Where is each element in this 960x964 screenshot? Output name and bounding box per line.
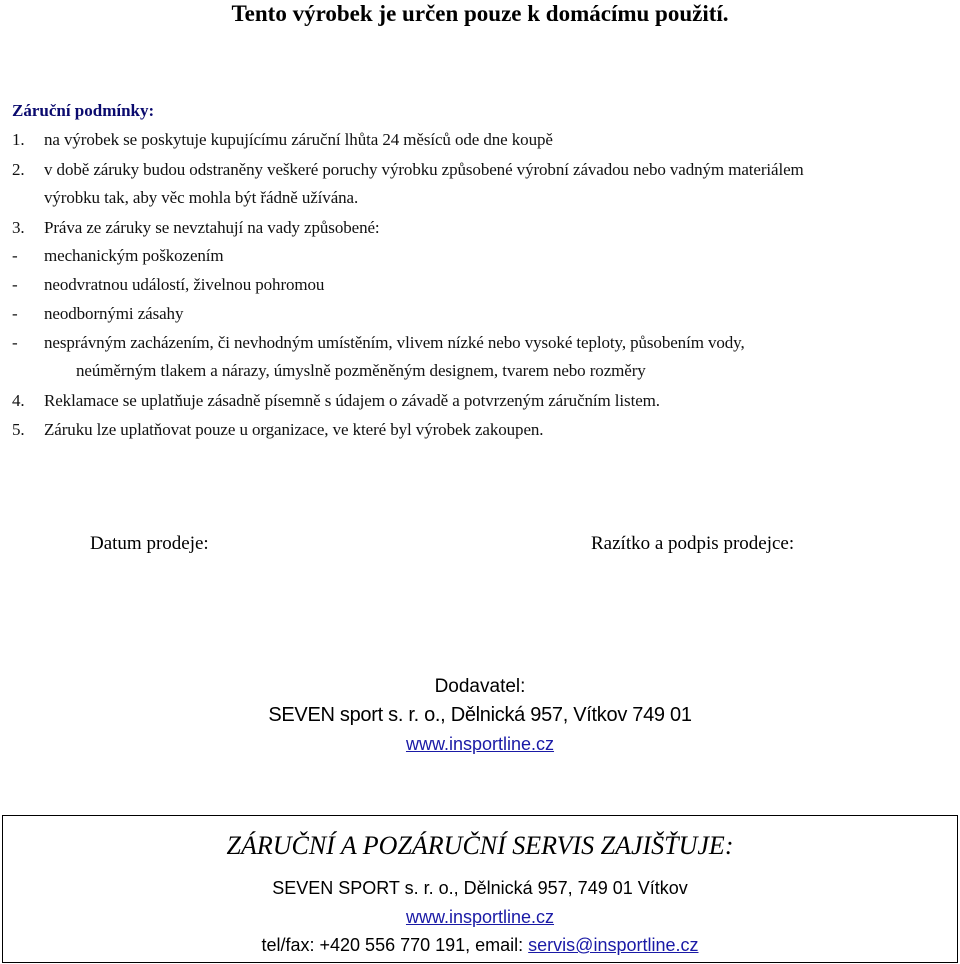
service-contact xyxy=(0,935,960,956)
dash-bullet: - xyxy=(12,275,18,294)
seller-stamp-label: Razítko a podpis prodejce: xyxy=(591,533,795,554)
exclusion-item xyxy=(12,304,183,324)
condition-item-4 xyxy=(12,391,660,411)
exclusion-item-continuation: neúměrným tlakem a nárazy, úmyslně pozměněným designem, tvarem nebo rozměry xyxy=(76,361,646,380)
exclusion-text: mechanickým poškozením xyxy=(44,246,224,265)
service-email-link[interactable]: servis@insportline.cz xyxy=(528,935,699,955)
dash-bullet: - xyxy=(12,304,18,323)
item-number: 4. xyxy=(12,391,25,410)
exclusion-text: neodbornými zásahy xyxy=(44,304,184,323)
conditions-title: Záruční podmínky: xyxy=(12,101,155,120)
supplier-website-row xyxy=(0,734,960,755)
dash-bullet: - xyxy=(12,333,18,352)
item-text: v době záruky budou odstraněny veškeré poruchy výrobku způsobené výrobní závadou nebo vadným materiálem xyxy=(44,160,804,179)
service-title: ZÁRUČNÍ A POZÁRUČNÍ SERVIS ZAJIŠŤUJE: xyxy=(226,831,734,860)
condition-item-5 xyxy=(12,420,543,440)
date-of-sale-label: Datum prodeje: xyxy=(90,533,209,554)
condition-item-1 xyxy=(12,130,553,150)
item-text: Práva ze záruky se nevztahují na vady způsobené: xyxy=(44,218,380,237)
supplier-website-link[interactable]: www.insportline.cz xyxy=(405,734,555,754)
exclusion-text: neodvratnou událostí, živelnou pohromou xyxy=(44,275,325,294)
item-text: Záruku lze uplatňovat pouze u organizace, ve které byl výrobek zakoupen. xyxy=(44,420,544,439)
exclusion-item xyxy=(12,275,324,295)
exclusion-item xyxy=(12,333,745,353)
condition-item-2 xyxy=(12,160,804,180)
service-phone: tel/fax: +420 556 770 191, email: xyxy=(261,935,529,955)
item-text: na výrobek se poskytuje kupujícímu záruční lhůta 24 měsíců ode dne koupě xyxy=(44,130,553,149)
service-website-row xyxy=(0,907,960,928)
supplier-address: SEVEN sport s. r. o., Dělnická 957, Vítkov 749 01 xyxy=(268,704,692,726)
service-address: SEVEN SPORT s. r. o., Dělnická 957, 749 01 Vítkov xyxy=(272,878,688,898)
page-heading: Tento výrobek je určen pouze k domácímu použití. xyxy=(231,1,729,26)
dash-bullet: - xyxy=(12,246,18,265)
item-number: 1. xyxy=(12,130,25,149)
condition-item-3 xyxy=(12,218,380,238)
exclusion-text: nesprávným zacházením, či nevhodným umístěním, vlivem nízké nebo vysoké teploty, působením vody, xyxy=(44,333,745,352)
item-text: Reklamace se uplatňuje zásadně písemně s údajem o závadě a potvrzeným záručním listem. xyxy=(44,391,660,410)
service-website-link[interactable]: www.insportline.cz xyxy=(405,907,555,927)
item-number: 3. xyxy=(12,218,25,237)
item-number: 2. xyxy=(12,160,25,179)
item-number: 5. xyxy=(12,420,25,439)
supplier-label: Dodavatel: xyxy=(434,676,526,697)
condition-item-2-continuation: výrobku tak, aby věc mohla být řádně užívána. xyxy=(44,188,359,207)
exclusion-item xyxy=(12,246,224,266)
